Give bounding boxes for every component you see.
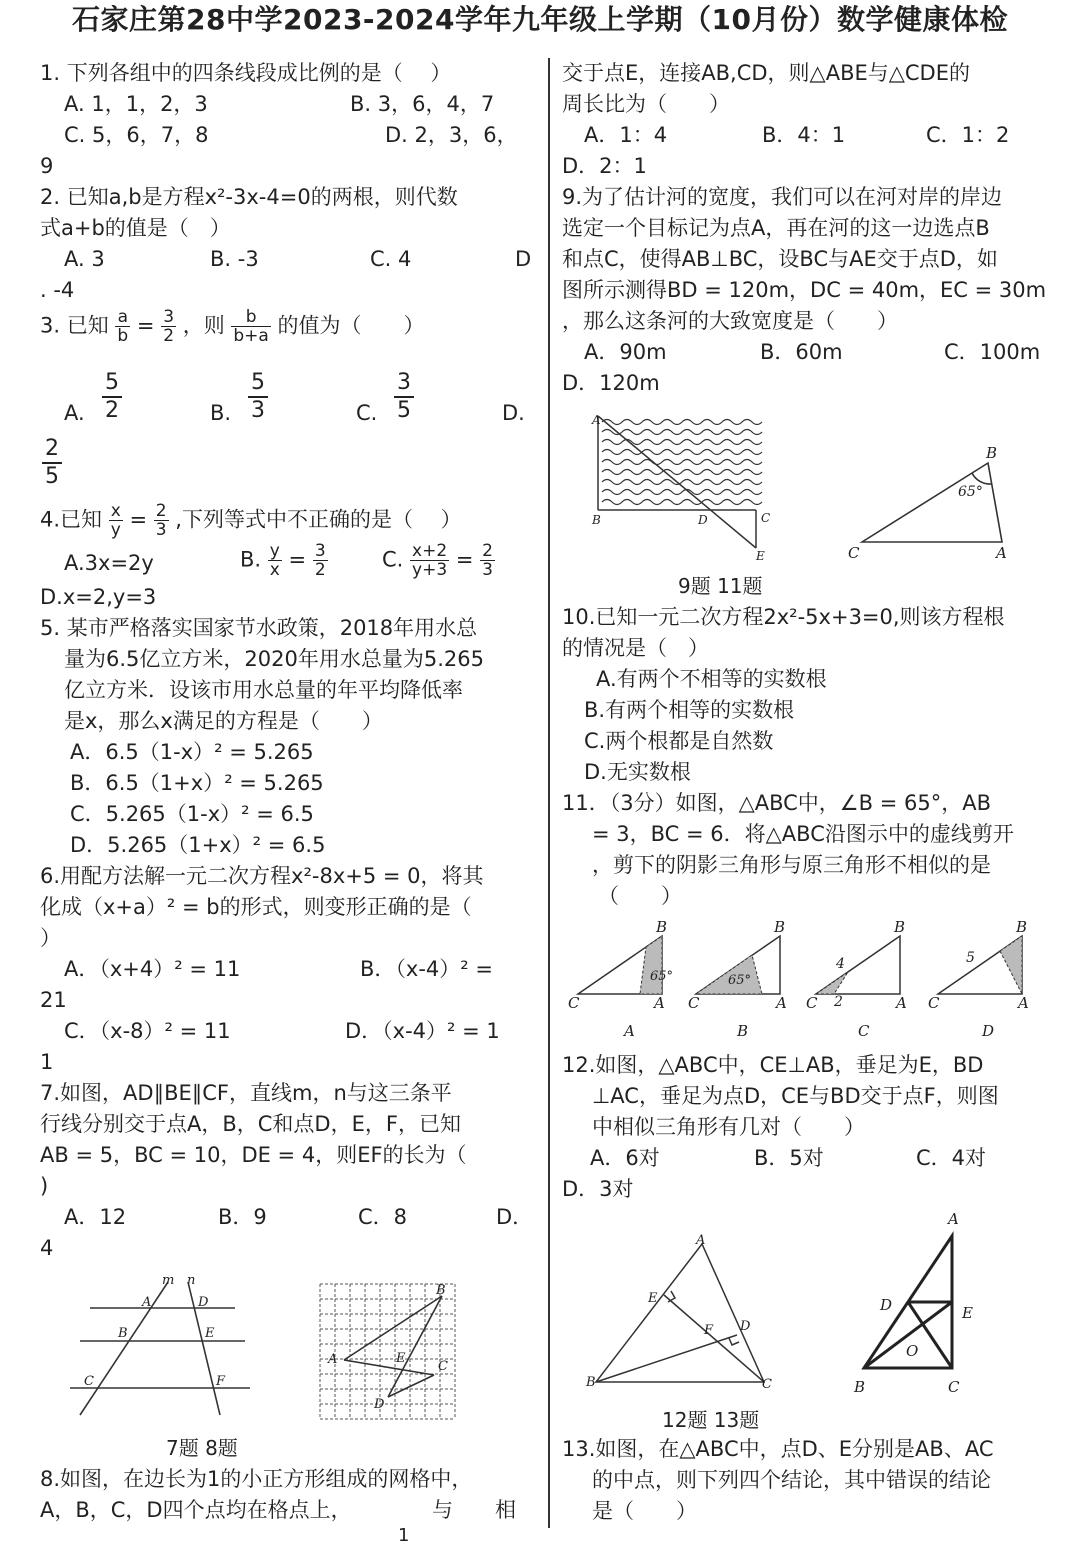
q12-line-1: 12.如图，△ABC中，CE⊥AB，垂足为E，BD	[562, 1053, 984, 1077]
q4-c-frac2	[480, 542, 495, 579]
caption-9-11: 9题 11题	[678, 574, 763, 598]
q9-line-3: 和点C，使得AB⊥BC，设BC与AE交于点D，如	[562, 247, 998, 271]
q4-f-eq: =	[129, 507, 148, 532]
q4-stem	[40, 500, 540, 542]
q9-option-b: B．60m	[760, 340, 843, 364]
q8-option-b: B．4：1	[762, 123, 846, 147]
q7-option-d-tail: 4	[40, 1236, 54, 1260]
river-wave	[602, 490, 762, 495]
q7-line-4: )	[40, 1174, 49, 1198]
fig7-label-c: C	[84, 1374, 94, 1389]
q8-line-2-text: A，B，C，D四个点均在格点上，	[40, 1498, 352, 1522]
fig7-label-b: B	[118, 1326, 128, 1341]
q9-line-1: 9.为了估计河的宽度，我们可以在河对岸的岸边	[562, 185, 1003, 209]
q5-line-2: 量为6.5亿立方米，2020年用水总量为5.265	[64, 647, 484, 671]
q10-line-2: 的情况是（ ）	[562, 636, 709, 660]
q1-option-d-tail: 9	[40, 154, 54, 178]
q4-f-num: x	[110, 501, 121, 521]
fig13-label-b: B	[854, 1378, 866, 1396]
q4-c-label: C.	[382, 547, 404, 572]
q4-b-n2: 3	[314, 541, 326, 561]
q4-b-d: x	[269, 560, 280, 580]
fig13-label-d: D	[880, 1296, 893, 1314]
q1-stem: 1. 下列各组中的四条线段成比例的是（ ）	[40, 61, 452, 85]
q4-frac-23	[154, 502, 169, 539]
q11-line-3: ，剪下的阴影三角形与原三角形不相似的是	[592, 853, 991, 877]
figure-q8	[316, 1280, 462, 1426]
q9-option-c: C．100m	[944, 340, 1041, 364]
q3-frac-ab	[115, 308, 130, 345]
fig8-label-b: B	[436, 1283, 446, 1298]
question-2	[40, 182, 540, 306]
question-1	[40, 58, 540, 182]
q10-option-a: A.有两个不相等的实数根	[596, 667, 827, 691]
fig7-label-e: E	[205, 1326, 215, 1341]
q4-b-frac2	[313, 542, 328, 579]
fig9-label-c: C	[761, 511, 771, 525]
q3-lead: 3. 已知	[40, 313, 109, 338]
q11-d-label-b: B	[1016, 918, 1028, 936]
fig13-label-e: E	[962, 1304, 973, 1322]
fig7-label-m: m	[162, 1273, 175, 1288]
q11-d-label-a: A	[1018, 994, 1029, 1012]
q11-d-label-c: C	[928, 994, 940, 1012]
q4-b-d2: 2	[314, 560, 326, 580]
q3-option-c-label: C.	[356, 401, 378, 425]
question-8-continued	[562, 58, 1062, 182]
fig8-label-c: C	[438, 1359, 448, 1374]
question-11	[562, 788, 1062, 912]
q4-f2-den: 3	[155, 520, 167, 540]
q13-line-3: 是（ ）	[592, 1499, 697, 1523]
q11-c-label-b: B	[894, 918, 906, 936]
q1-option-c: C. 5，6，7，8	[64, 123, 209, 147]
fig8-label-d: D	[374, 1397, 385, 1412]
q11-d-shaded	[1000, 936, 1022, 994]
q7-option-a: A．12	[64, 1205, 127, 1229]
q4-b-label: B.	[240, 547, 262, 572]
q4-c-eq: =	[455, 547, 474, 572]
q2-stem-2: 式a+b的值是（ ）	[40, 216, 231, 240]
q4-option-c	[382, 542, 495, 579]
q11-b-label-b: B	[774, 918, 786, 936]
q8-cont-options	[562, 120, 1062, 151]
q8-option-c: C．1：2	[926, 123, 1010, 147]
figure-q7	[60, 1270, 260, 1430]
fig7-label-a: A	[142, 1295, 152, 1310]
q8-line-2-mid: 与	[432, 1498, 453, 1522]
river-wave	[602, 500, 762, 505]
fig11-label-b: B	[986, 444, 998, 462]
q1-option-b: B. 3，6，4，7	[350, 92, 495, 116]
fig7-label-n: n	[187, 1273, 196, 1288]
q12-line-3: 中相似三角形有几对（ ）	[592, 1115, 865, 1139]
q1-options-ab	[40, 89, 540, 120]
q11-b-label-c: C	[688, 994, 700, 1012]
q11-a-shaded	[640, 936, 662, 994]
q11-option-a-label: A	[624, 1022, 635, 1040]
river-wave	[602, 450, 762, 455]
figure-q9	[588, 408, 778, 568]
q8-line-1: 8.如图，在边长为1的小正方形组成的网格中，	[40, 1467, 473, 1491]
q3-f1-num: a	[115, 308, 130, 327]
q12-option-b: B．5对	[754, 1146, 824, 1170]
figure-q13	[846, 1206, 986, 1400]
q11-c-label-a: A	[896, 994, 907, 1012]
q7-options	[40, 1202, 540, 1233]
question-13	[562, 1434, 1062, 1527]
q12-option-d: D．3对	[562, 1177, 634, 1201]
q7-option-d: D．	[496, 1205, 534, 1229]
q3-f3-den: b+a	[233, 326, 269, 346]
q6-line-2: 化成（x+a）² = b的形式，则变形正确的是（	[40, 895, 472, 919]
q6-option-a: A．（x+4）² = 11	[64, 957, 241, 981]
q6-option-b-tail: 21	[40, 988, 67, 1012]
q3-stem	[40, 306, 540, 368]
q3-option-a-frac	[102, 370, 122, 424]
q2-option-d: D	[515, 247, 532, 271]
q5-option-b: B．6.5（1+x）² = 5.265	[70, 771, 324, 795]
q3-option-a-label: A.	[64, 401, 85, 425]
q3-frac-32	[161, 308, 176, 345]
q6-option-d: D．（x-4）² = 1	[345, 1019, 500, 1043]
fig11-label-c: C	[848, 544, 860, 562]
q11-option-d-label: D	[982, 1022, 995, 1040]
q3-d-num: 2	[42, 436, 62, 464]
q9-line-5: ，那么这条河的大致宽度是（ ）	[562, 309, 898, 333]
q11-a-label-a: A	[654, 994, 665, 1012]
q3-f2-num: 3	[163, 307, 175, 327]
q11-c-two: 2	[834, 994, 843, 1010]
fig12-label-a: A	[696, 1233, 706, 1248]
q2-options	[40, 244, 540, 275]
question-3	[40, 306, 540, 500]
q4-f2-num: 2	[155, 501, 167, 521]
q8-line-2-end: 相	[495, 1498, 516, 1522]
q13-line-2: 的中点，则下列四个结论，其中错误的结论	[592, 1468, 991, 1492]
q4-tail: ,下列等式中不正确的是（ ）	[175, 507, 462, 532]
q10-line-1: 10.已知一元二次方程2x²-5x+3=0,则该方程根	[562, 605, 1005, 629]
q4-c-n: x+2	[412, 541, 448, 561]
fig12-label-c: C	[762, 1377, 772, 1392]
q11-a-angle: 65°	[650, 969, 674, 984]
page-title: 石家庄第28中学2023-2024学年九年级上学期（10月份）数学健康体检	[72, 3, 1008, 36]
q3-option-d-label: D.	[502, 401, 525, 425]
q10-option-b: B.有两个相等的实数根	[584, 698, 795, 722]
q8-cont-line-1: 交于点E，连接AB,CD，则△ABE与△CDE的	[562, 61, 970, 85]
q11-b-angle: 65°	[728, 973, 752, 988]
q11-a-label-c: C	[568, 994, 580, 1012]
fig12-label-e: E	[648, 1291, 658, 1306]
q3-option-d-frac-line	[40, 434, 540, 500]
q3-d-den: 5	[45, 464, 59, 489]
left-column	[40, 58, 540, 1264]
question-9	[562, 182, 1062, 399]
q4-f-den: y	[110, 520, 121, 540]
q11-b-label-a: A	[776, 994, 787, 1012]
q13-line-1: 13.如图，在△ABC中，点D、E分别是AB、AC	[562, 1437, 994, 1461]
q11-option-b-label: B	[737, 1022, 749, 1040]
q3-f1-den: b	[117, 326, 129, 346]
q4-c-d: y+3	[412, 560, 448, 580]
fig9-label-b: B	[592, 513, 601, 527]
q3-f2-den: 2	[163, 326, 175, 346]
q4-frac-xy	[109, 502, 123, 539]
caption-7-8: 7题 8题	[166, 1436, 238, 1460]
q3-tail: 的值为（ ）	[277, 313, 425, 338]
question-6	[40, 861, 540, 1078]
q2-option-a: A. 3	[64, 247, 105, 271]
q5-line-1: 5. 某市严格落实国家节水政策，2018年用水总	[40, 616, 478, 640]
q7-option-b: B．9	[218, 1205, 267, 1229]
q8-line-2	[40, 1495, 540, 1526]
q4-options	[40, 542, 540, 582]
q3-b-den: 3	[251, 398, 265, 423]
q4-c-d2: 3	[482, 560, 493, 580]
q7-line-2: 行线分别交于点A，B，C和点D，E，F，已知	[40, 1112, 461, 1136]
caption-12-13: 12题 13题	[662, 1408, 760, 1432]
q7-line-1: 7.如图，AD∥BE∥CF，直线m，n与这三条平	[40, 1081, 452, 1105]
q2-option-d-tail: . -4	[40, 278, 75, 302]
q11-line-1: 11．（3分）如图，△ABC中，∠B = 65°，AB	[562, 791, 991, 815]
q9-option-a: A．90m	[584, 340, 667, 364]
q11-d-five: 5	[966, 950, 975, 966]
question-7	[40, 1078, 540, 1264]
q7-option-c: C．8	[358, 1205, 408, 1229]
q4-option-a: A.3x=2y	[64, 551, 154, 575]
q4-option-b	[240, 542, 328, 579]
river-wave	[602, 480, 762, 485]
question-12	[562, 1050, 1062, 1205]
fig9-label-a: A	[592, 413, 601, 427]
q6-options-cd	[40, 1016, 540, 1047]
q5-option-d: D．5.265（1+x）² = 6.5	[70, 833, 326, 857]
q5-line-3: 亿立方米．设该市用水总量的年平均降低率	[64, 678, 463, 702]
q10-option-d: D.无实数根	[584, 760, 691, 784]
question-10	[562, 602, 1062, 912]
fig7-label-d: D	[198, 1295, 209, 1310]
q4-c-frac1	[410, 542, 449, 579]
q4-lead: 4.已知	[40, 507, 103, 532]
q3-eq: =	[136, 313, 155, 338]
q1-options-cd	[40, 120, 540, 151]
question-4	[40, 500, 540, 613]
q12-line-2: ⊥AC，垂足为点D，CE与BD交于点F，则图	[592, 1084, 999, 1108]
q12-options	[562, 1143, 1062, 1174]
q11-line-4: （ ）	[598, 884, 682, 908]
question-8	[40, 1464, 540, 1526]
figure-q11-options	[562, 912, 1062, 1042]
q3-c-num: 3	[394, 370, 414, 398]
q6-option-c: C．（x-8）² = 11	[64, 1019, 231, 1043]
q9-line-2: 选定一个目标记为点A，再在河的这一边选点B	[562, 216, 990, 240]
q11-a-label-b: B	[656, 918, 668, 936]
fig8-label-e: E	[396, 1351, 406, 1366]
q6-options-ab	[40, 954, 540, 985]
fig8-label-a: A	[328, 1352, 338, 1367]
q2-option-c: C. 4	[370, 247, 412, 271]
fig9-label-e: E	[756, 549, 765, 563]
question-5	[40, 613, 540, 861]
page-number: 1	[398, 1525, 410, 1546]
q3-f3-num: b	[231, 308, 270, 327]
q6-line-1: 6.用配方法解一元二次方程x²-8x+5 = 0，将其	[40, 864, 484, 888]
q6-line-3: ）	[40, 926, 61, 950]
q4-option-d: D.x=2,y=3	[40, 585, 157, 609]
fig9-label-d: D	[698, 513, 708, 527]
fig12-label-b: B	[586, 1375, 596, 1390]
figure-q12	[584, 1232, 774, 1402]
q1-option-a: A. 1，1，2，3	[64, 92, 208, 116]
river-wave	[602, 420, 762, 425]
q11-option-c-label: C	[858, 1022, 870, 1040]
q8-option-a: A．1：4	[584, 123, 668, 147]
right-column	[562, 58, 1062, 399]
fig11-label-a: A	[996, 544, 1007, 562]
q4-c-n2: 2	[482, 541, 493, 561]
fig13-label-a: A	[948, 1210, 959, 1228]
q10-option-c: C.两个根都是自然数	[584, 729, 774, 753]
river-wave	[602, 460, 762, 465]
river-wave	[602, 470, 762, 475]
column-divider	[548, 58, 550, 1528]
q2-stem: 2. 已知a,b是方程x²-3x-4=0的两根，则代数	[40, 185, 458, 209]
fig13-label-c: C	[948, 1378, 960, 1396]
fig7-label-f: F	[216, 1374, 226, 1389]
q2-option-b: B. -3	[210, 247, 259, 271]
q11-c-label-c: C	[806, 994, 818, 1012]
q6-option-b: B．（x-4）² =	[360, 957, 493, 981]
q4-b-frac1	[268, 542, 282, 579]
q3-options	[40, 368, 540, 434]
fig13-label-o: O	[906, 1342, 919, 1360]
q9-options	[562, 337, 1062, 368]
fig12-label-f: F	[704, 1323, 714, 1338]
q4-b-n: y	[269, 541, 280, 561]
q3-a-den: 2	[105, 398, 119, 423]
q3-c-den: 5	[397, 398, 411, 423]
q8-cont-line-2: 周长比为（ ）	[562, 92, 730, 116]
figure-q11-main	[840, 438, 1020, 568]
q5-option-c: C．5.265（1-x）² = 6.5	[70, 802, 314, 826]
q5-option-a: A．6.5（1-x）² = 5.265	[70, 740, 314, 764]
q4-b-eq: =	[288, 547, 307, 572]
q3-option-b-frac	[248, 370, 268, 424]
fig12-label-d: D	[740, 1319, 751, 1334]
q9-line-4: 图所示测得BD = 120m，DC = 40m，EC = 30m	[562, 278, 1047, 302]
q6-option-d-tail: 1	[40, 1050, 54, 1074]
q5-line-4: 是x，那么x满足的方程是（ ）	[64, 709, 383, 733]
q8-option-d: D．2：1	[562, 154, 647, 178]
q12-option-c: C．4对	[916, 1146, 987, 1170]
q11-line-2: = 3，BC = 6．将△ABC沿图示中的虚线剪开	[592, 822, 1014, 846]
q3-option-c-frac	[394, 370, 414, 424]
q3-b-num: 5	[248, 370, 268, 398]
fig11-label-angle: 65°	[958, 484, 983, 500]
q1-option-d: D. 2，3，6，	[385, 123, 518, 147]
q3-option-b-label: B.	[210, 401, 232, 425]
q11-c-four: 4	[836, 956, 845, 972]
q7-line-3: AB = 5，BC = 10，DE = 4，则EF的长为（	[40, 1143, 467, 1167]
q9-option-d: D．120m	[562, 371, 660, 395]
q3-mid: ，则	[182, 313, 225, 338]
q3-frac-target	[231, 308, 270, 345]
river-wave	[602, 430, 762, 435]
q3-a-num: 5	[102, 370, 122, 398]
q12-option-a: A．6对	[590, 1146, 660, 1170]
q3-option-d-frac	[42, 436, 62, 490]
